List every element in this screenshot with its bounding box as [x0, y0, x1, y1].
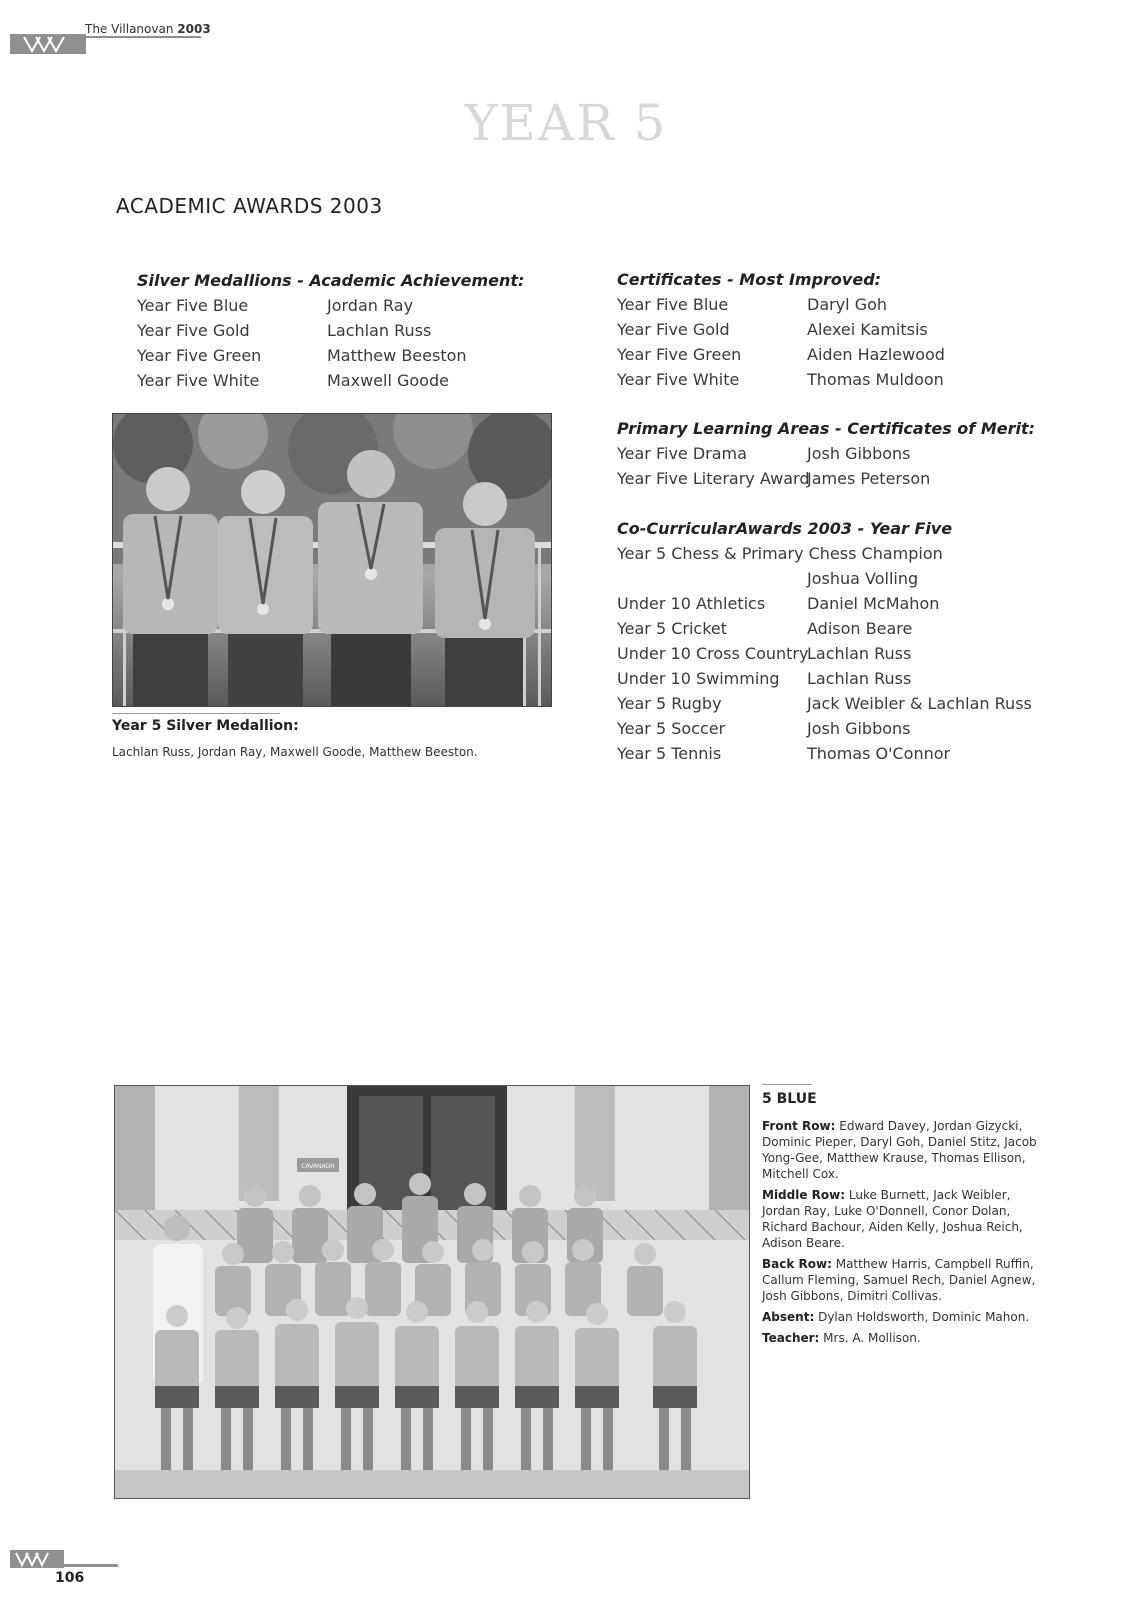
photo-caption-title: Year 5 Silver Medallion:: [112, 718, 299, 734]
publication-year: 2003: [177, 22, 211, 36]
absent-names: Absent: Dylan Holdsworth, Dominic Mahon.: [762, 1310, 1030, 1324]
photo-caption-text: Lachlan Russ, Jordan Ray, Maxwell Goode, Matthew Beeston.: [112, 745, 478, 759]
footer-rule: [64, 1564, 118, 1567]
running-header: [85, 22, 211, 36]
class-caption-rule: [762, 1084, 812, 1085]
publication-name: The Villanovan: [85, 22, 174, 36]
list-item: Under 10 Cross Country Lachlan Russ: [617, 644, 912, 663]
list-item: Year 5 Rugby Jack Weibler & Lachlan Russ: [617, 694, 1032, 713]
list-item: Year Five Gold Alexei Kamitsis: [617, 320, 928, 339]
back-row-names: Back Row: Matthew Harris, Campbell Ruffin, Callum Fleming, Samuel Rech, Daniel Agnew, Josh Gibbons, Dimitri Collivas.: [762, 1257, 1036, 1303]
page-title: YEAR 5: [464, 94, 668, 152]
list-item: Year Five White Maxwell Goode: [137, 371, 449, 390]
list-heading: Primary Learning Areas - Certificates of Merit:: [617, 419, 1036, 438]
list-item: Year Five Blue Jordan Ray: [137, 296, 414, 315]
header-rule: [86, 36, 201, 38]
list-item: Year Five Gold Lachlan Russ: [137, 321, 432, 340]
section-title: ACADEMIC AWARDS 2003: [116, 194, 383, 218]
list-item: Joshua Volling: [807, 569, 919, 588]
list-heading: Silver Medallions - Academic Achievement:: [137, 271, 525, 290]
list-item: Year Five White Thomas Muldoon: [617, 370, 944, 389]
class-caption: [762, 1090, 1052, 1351]
villanova-logo-icon: [10, 1550, 64, 1568]
list-item: Year Five Drama Josh Gibbons: [617, 444, 911, 463]
caption-rule: [112, 713, 280, 714]
building-sign: CAVANAGH: [301, 1163, 335, 1170]
medallion-photo: [112, 413, 552, 707]
list-item: Under 10 Swimming Lachlan Russ: [617, 669, 912, 688]
middle-row-names: Middle Row: Luke Burnett, Jack Weibler, Jordan Ray, Luke O'Donnell, Conor Dolan, Richard Bachour, Aiden Kelly, Joshua Reich, Adison Beare.: [762, 1188, 1023, 1250]
certificates-of-merit-list: [617, 416, 1035, 491]
list-item: Year Five Literary Award James Peterson: [617, 469, 931, 488]
teacher-name: Teacher: Mrs. A. Mollison.: [762, 1331, 921, 1345]
header-logo: [10, 34, 86, 54]
list-item: Year 5 Tennis Thomas O'Connor: [617, 744, 951, 763]
list-item: Under 10 Athletics Daniel McMahon: [617, 594, 940, 613]
list-item: Year Five Green Aiden Hazlewood: [617, 345, 945, 364]
footer-logo: [10, 1550, 64, 1568]
list-heading: Certificates - Most Improved:: [617, 270, 882, 289]
class-photo-illustration: [115, 1086, 749, 1498]
medallion-photo-illustration: [113, 414, 551, 706]
co-curricular-list: [617, 516, 1032, 766]
list-heading: Co-CurricularAwards 2003 - Year Five: [617, 519, 953, 538]
villanova-logo-icon: [10, 34, 86, 54]
class-photo: [114, 1085, 750, 1499]
silver-medallions-list: [137, 268, 524, 393]
list-item: Year 5 Cricket Adison Beare: [617, 619, 913, 638]
class-title: 5 BLUE: [762, 1091, 817, 1107]
page-number: 106: [55, 1570, 85, 1586]
front-row-names: Front Row: Edward Davey, Jordan Gizycki, Dominic Pieper, Daryl Goh, Daniel Stitz, Jacob Yong-Gee, Matthew Krause, Thomas Ellison, Mitchell Cox.: [762, 1119, 1037, 1181]
list-item: Year Five Green Matthew Beeston: [137, 346, 467, 365]
list-item: Year Five Blue Daryl Goh: [617, 295, 888, 314]
most-improved-list: [617, 267, 945, 392]
list-item: Year 5 Chess & Primary Chess Champion: [617, 544, 943, 563]
list-item: Year 5 Soccer Josh Gibbons: [617, 719, 911, 738]
